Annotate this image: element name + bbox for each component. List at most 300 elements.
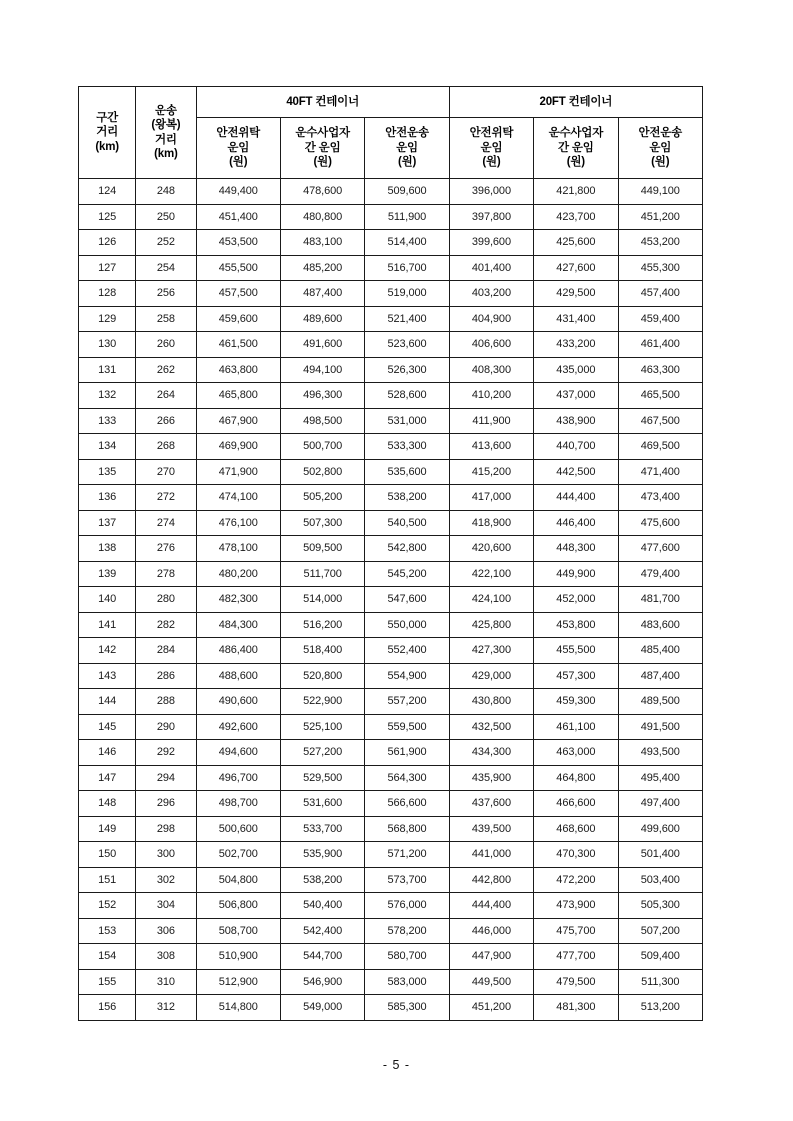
cell-fare: 507,300 [280,510,364,536]
cell-fare: 489,600 [280,306,364,332]
cell-roundtrip-distance: 284 [136,638,196,664]
cell-segment-distance: 155 [79,969,136,995]
table-row [79,383,703,409]
cell-fare: 531,000 [365,408,449,434]
cell-segment-distance: 138 [79,536,136,562]
cell-fare: 453,800 [534,612,618,638]
cell-fare: 465,800 [196,383,280,409]
cell-fare: 509,600 [365,179,449,205]
header-40ft-between-carriers-line1: 운수사업자 [295,127,350,140]
cell-fare: 529,500 [280,765,364,791]
table-row [79,510,703,536]
cell-fare: 484,300 [196,612,280,638]
table-row [79,714,703,740]
cell-fare: 542,400 [280,918,364,944]
cell-fare: 475,700 [534,918,618,944]
cell-fare: 508,700 [196,918,280,944]
cell-fare: 423,700 [534,204,618,230]
cell-roundtrip-distance: 270 [136,459,196,485]
header-roundtrip-distance [136,87,196,179]
cell-fare: 498,700 [196,791,280,817]
cell-roundtrip-distance: 266 [136,408,196,434]
cell-segment-distance: 150 [79,842,136,868]
cell-fare: 485,200 [280,255,364,281]
cell-fare: 455,300 [618,255,702,281]
cell-segment-distance: 153 [79,918,136,944]
cell-fare: 437,600 [449,791,533,817]
cell-fare: 449,900 [534,561,618,587]
cell-segment-distance: 143 [79,663,136,689]
cell-fare: 441,000 [449,842,533,868]
cell-segment-distance: 141 [79,612,136,638]
cell-roundtrip-distance: 302 [136,867,196,893]
table-row [79,306,703,332]
header-40ft-safe-transport-line1: 안전운송 [385,127,429,140]
cell-segment-distance: 139 [79,561,136,587]
cell-fare: 442,800 [449,867,533,893]
cell-roundtrip-distance: 256 [136,281,196,307]
cell-fare: 427,300 [449,638,533,664]
cell-fare: 507,200 [618,918,702,944]
cell-roundtrip-distance: 300 [136,842,196,868]
cell-fare: 542,800 [365,536,449,562]
cell-fare: 481,300 [534,995,618,1021]
cell-fare: 528,600 [365,383,449,409]
cell-fare: 514,400 [365,230,449,256]
cell-fare: 494,600 [196,740,280,766]
cell-fare: 467,900 [196,408,280,434]
cell-fare: 545,200 [365,561,449,587]
table-row [79,893,703,919]
cell-roundtrip-distance: 278 [136,561,196,587]
cell-fare: 568,800 [365,816,449,842]
cell-fare: 437,000 [534,383,618,409]
cell-segment-distance: 129 [79,306,136,332]
cell-segment-distance: 134 [79,434,136,460]
cell-fare: 487,400 [618,663,702,689]
cell-fare: 519,000 [365,281,449,307]
page-number: - 5 - [382,1058,411,1072]
cell-fare: 535,600 [365,459,449,485]
cell-segment-distance: 146 [79,740,136,766]
cell-fare: 526,300 [365,357,449,383]
cell-fare: 554,900 [365,663,449,689]
cell-fare: 476,100 [196,510,280,536]
header-40ft-safe-entrust-line2: 운임 [227,141,250,154]
cell-fare: 448,300 [534,536,618,562]
cell-fare: 557,200 [365,689,449,715]
cell-fare: 490,600 [196,689,280,715]
cell-fare: 408,300 [449,357,533,383]
table-row [79,332,703,358]
cell-segment-distance: 130 [79,332,136,358]
cell-fare: 453,500 [196,230,280,256]
cell-fare: 449,400 [196,179,280,205]
header-segment-distance-line2: 거리 [96,126,119,139]
header-roundtrip-line3: 거리 [154,133,177,146]
cell-fare: 432,500 [449,714,533,740]
cell-roundtrip-distance: 282 [136,612,196,638]
cell-segment-distance: 128 [79,281,136,307]
cell-segment-distance: 152 [79,893,136,919]
cell-fare: 424,100 [449,587,533,613]
cell-segment-distance: 136 [79,485,136,511]
table-body [79,179,703,1021]
table-row [79,842,703,868]
cell-fare: 550,000 [365,612,449,638]
table-row [79,791,703,817]
cell-roundtrip-distance: 276 [136,536,196,562]
header-20ft-safe-entrust-line3: (원) [482,156,501,169]
cell-segment-distance: 149 [79,816,136,842]
cell-fare: 506,800 [196,893,280,919]
table-row [79,944,703,970]
cell-fare: 479,500 [534,969,618,995]
header-segment-distance-line3: (km) [95,140,119,153]
cell-roundtrip-distance: 254 [136,255,196,281]
table-row [79,612,703,638]
cell-fare: 435,000 [534,357,618,383]
cell-fare: 520,800 [280,663,364,689]
cell-fare: 430,800 [449,689,533,715]
table-row [79,867,703,893]
cell-fare: 538,200 [280,867,364,893]
cell-roundtrip-distance: 248 [136,179,196,205]
cell-segment-distance: 151 [79,867,136,893]
cell-fare: 538,200 [365,485,449,511]
cell-segment-distance: 132 [79,383,136,409]
cell-fare: 418,900 [449,510,533,536]
cell-fare: 552,400 [365,638,449,664]
cell-fare: 403,200 [449,281,533,307]
cell-fare: 461,100 [534,714,618,740]
header-20ft-safe-entrust [449,118,533,179]
cell-fare: 472,200 [534,867,618,893]
cell-segment-distance: 147 [79,765,136,791]
freight-rate-table [78,86,703,1021]
cell-fare: 488,600 [196,663,280,689]
cell-fare: 422,100 [449,561,533,587]
cell-fare: 486,400 [196,638,280,664]
header-20ft-safe-transport-line1: 안전운송 [638,127,683,140]
cell-fare: 544,700 [280,944,364,970]
cell-segment-distance: 127 [79,255,136,281]
cell-fare: 482,300 [196,587,280,613]
cell-fare: 473,400 [618,485,702,511]
cell-fare: 475,600 [618,510,702,536]
cell-fare: 469,900 [196,434,280,460]
cell-fare: 463,000 [534,740,618,766]
table-row [79,536,703,562]
cell-fare: 440,700 [534,434,618,460]
cell-roundtrip-distance: 250 [136,204,196,230]
cell-fare: 461,400 [618,332,702,358]
header-20ft-between-carriers-line2: 간 운임 [557,141,594,154]
cell-segment-distance: 148 [79,791,136,817]
cell-fare: 583,000 [365,969,449,995]
header-40ft-safe-entrust [196,118,280,179]
table-row [79,663,703,689]
cell-fare: 396,000 [449,179,533,205]
cell-fare: 523,600 [365,332,449,358]
cell-fare: 399,600 [449,230,533,256]
cell-fare: 444,400 [534,485,618,511]
cell-fare: 571,200 [365,842,449,868]
header-roundtrip-line4: (km) [154,148,178,160]
cell-fare: 465,500 [618,383,702,409]
cell-fare: 406,600 [449,332,533,358]
cell-fare: 417,000 [449,485,533,511]
table-row [79,816,703,842]
table-row [79,689,703,715]
cell-fare: 521,400 [365,306,449,332]
cell-fare: 485,400 [618,638,702,664]
cell-fare: 464,800 [534,765,618,791]
header-20ft-safe-entrust-line1: 안전위탁 [469,127,514,140]
table-header [79,87,703,179]
cell-fare: 434,300 [449,740,533,766]
cell-fare: 461,500 [196,332,280,358]
cell-fare: 497,400 [618,791,702,817]
cell-fare: 505,200 [280,485,364,511]
cell-roundtrip-distance: 258 [136,306,196,332]
cell-roundtrip-distance: 252 [136,230,196,256]
cell-fare: 435,900 [449,765,533,791]
cell-segment-distance: 142 [79,638,136,664]
cell-fare: 467,500 [618,408,702,434]
cell-fare: 411,900 [449,408,533,434]
cell-fare: 514,000 [280,587,364,613]
header-40ft-between-carriers-line3: (원) [313,156,332,169]
cell-fare: 496,300 [280,383,364,409]
cell-fare: 510,900 [196,944,280,970]
table-row [79,740,703,766]
cell-fare: 477,600 [618,536,702,562]
header-20ft-between-carriers-line3: (원) [566,156,585,169]
cell-fare: 479,400 [618,561,702,587]
cell-roundtrip-distance: 262 [136,357,196,383]
cell-fare: 480,200 [196,561,280,587]
header-row-top [79,87,703,118]
cell-fare: 446,400 [534,510,618,536]
cell-fare: 397,800 [449,204,533,230]
cell-roundtrip-distance: 312 [136,995,196,1021]
header-40ft-safe-transport-line3: (원) [397,156,417,169]
cell-fare: 401,400 [449,255,533,281]
cell-fare: 442,500 [534,459,618,485]
cell-roundtrip-distance: 264 [136,383,196,409]
cell-fare: 453,200 [618,230,702,256]
cell-segment-distance: 144 [79,689,136,715]
table-row [79,357,703,383]
header-group-40ft: 40FT 컨테이너 [196,87,449,118]
cell-fare: 492,600 [196,714,280,740]
table-row [79,485,703,511]
cell-fare: 559,500 [365,714,449,740]
header-group-20ft: 20FT 컨테이너 [449,87,702,118]
cell-fare: 471,900 [196,459,280,485]
cell-fare: 564,300 [365,765,449,791]
cell-fare: 438,900 [534,408,618,434]
cell-segment-distance: 137 [79,510,136,536]
cell-fare: 451,200 [449,995,533,1021]
cell-roundtrip-distance: 294 [136,765,196,791]
header-20ft-between-carriers-line1: 운수사업자 [548,127,604,140]
header-20ft-safe-entrust-line2: 운임 [480,141,503,154]
table-row [79,255,703,281]
cell-roundtrip-distance: 292 [136,740,196,766]
table-row [79,561,703,587]
cell-fare: 455,500 [196,255,280,281]
table-row [79,918,703,944]
cell-fare: 491,500 [618,714,702,740]
cell-fare: 478,600 [280,179,364,205]
table-row [79,230,703,256]
cell-fare: 511,300 [618,969,702,995]
cell-fare: 421,800 [534,179,618,205]
cell-fare: 500,700 [280,434,364,460]
table-row [79,995,703,1021]
cell-fare: 471,400 [618,459,702,485]
cell-fare: 459,600 [196,306,280,332]
cell-fare: 501,400 [618,842,702,868]
cell-fare: 522,900 [280,689,364,715]
table-row [79,969,703,995]
cell-fare: 513,200 [618,995,702,1021]
cell-fare: 494,100 [280,357,364,383]
cell-fare: 531,600 [280,791,364,817]
cell-fare: 452,000 [534,587,618,613]
table-row [79,459,703,485]
cell-roundtrip-distance: 290 [136,714,196,740]
cell-segment-distance: 126 [79,230,136,256]
cell-fare: 580,700 [365,944,449,970]
header-20ft-safe-transport-line3: (원) [651,156,670,169]
header-20ft-safe-transport [618,118,702,179]
cell-segment-distance: 131 [79,357,136,383]
cell-fare: 483,600 [618,612,702,638]
cell-fare: 502,700 [196,842,280,868]
header-segment-distance-line1: 구간 [96,111,119,124]
cell-fare: 420,600 [449,536,533,562]
cell-fare: 549,000 [280,995,364,1021]
cell-segment-distance: 135 [79,459,136,485]
cell-fare: 535,900 [280,842,364,868]
cell-fare: 525,100 [280,714,364,740]
cell-fare: 516,200 [280,612,364,638]
cell-fare: 546,900 [280,969,364,995]
cell-fare: 540,400 [280,893,364,919]
cell-roundtrip-distance: 308 [136,944,196,970]
cell-fare: 466,600 [534,791,618,817]
cell-fare: 585,300 [365,995,449,1021]
cell-fare: 540,500 [365,510,449,536]
cell-fare: 459,400 [618,306,702,332]
cell-fare: 463,800 [196,357,280,383]
cell-fare: 457,400 [618,281,702,307]
header-40ft-safe-transport [365,118,449,179]
cell-roundtrip-distance: 306 [136,918,196,944]
cell-fare: 509,400 [618,944,702,970]
cell-fare: 415,200 [449,459,533,485]
cell-roundtrip-distance: 268 [136,434,196,460]
cell-roundtrip-distance: 272 [136,485,196,511]
cell-fare: 511,900 [365,204,449,230]
cell-fare: 425,800 [449,612,533,638]
cell-fare: 457,500 [196,281,280,307]
cell-fare: 451,200 [618,204,702,230]
cell-fare: 498,500 [280,408,364,434]
cell-fare: 493,500 [618,740,702,766]
cell-fare: 431,400 [534,306,618,332]
cell-fare: 533,300 [365,434,449,460]
cell-fare: 489,500 [618,689,702,715]
header-40ft-safe-transport-line2: 운임 [396,141,418,154]
cell-fare: 474,100 [196,485,280,511]
cell-fare: 425,600 [534,230,618,256]
cell-segment-distance: 156 [79,995,136,1021]
cell-fare: 477,700 [534,944,618,970]
cell-fare: 533,700 [280,816,364,842]
cell-fare: 410,200 [449,383,533,409]
cell-fare: 444,400 [449,893,533,919]
cell-roundtrip-distance: 310 [136,969,196,995]
cell-fare: 478,100 [196,536,280,562]
cell-roundtrip-distance: 298 [136,816,196,842]
cell-fare: 433,200 [534,332,618,358]
cell-segment-distance: 154 [79,944,136,970]
cell-fare: 449,500 [449,969,533,995]
table-row [79,434,703,460]
cell-fare: 512,900 [196,969,280,995]
cell-fare: 457,300 [534,663,618,689]
cell-segment-distance: 145 [79,714,136,740]
table-row [79,281,703,307]
cell-fare: 447,900 [449,944,533,970]
cell-segment-distance: 133 [79,408,136,434]
cell-fare: 527,200 [280,740,364,766]
header-20ft-safe-transport-line2: 운임 [649,141,672,154]
cell-fare: 483,100 [280,230,364,256]
cell-fare: 511,700 [280,561,364,587]
cell-segment-distance: 124 [79,179,136,205]
cell-roundtrip-distance: 274 [136,510,196,536]
header-40ft-safe-entrust-line1: 안전위탁 [216,127,261,140]
table-row [79,638,703,664]
cell-fare: 446,000 [449,918,533,944]
cell-fare: 473,900 [534,893,618,919]
header-segment-distance [79,87,136,179]
table-row [79,587,703,613]
table-row [79,179,703,205]
cell-fare: 503,400 [618,867,702,893]
table-row [79,408,703,434]
cell-fare: 504,800 [196,867,280,893]
cell-fare: 429,500 [534,281,618,307]
cell-fare: 459,300 [534,689,618,715]
cell-fare: 576,000 [365,893,449,919]
cell-roundtrip-distance: 304 [136,893,196,919]
cell-fare: 480,800 [280,204,364,230]
cell-fare: 566,600 [365,791,449,817]
cell-fare: 487,400 [280,281,364,307]
cell-fare: 505,300 [618,893,702,919]
header-40ft-between-carriers [280,118,364,179]
cell-fare: 495,400 [618,765,702,791]
cell-fare: 496,700 [196,765,280,791]
header-40ft-safe-entrust-line3: (원) [229,156,248,169]
header-roundtrip-line2: (왕복) [151,119,181,131]
